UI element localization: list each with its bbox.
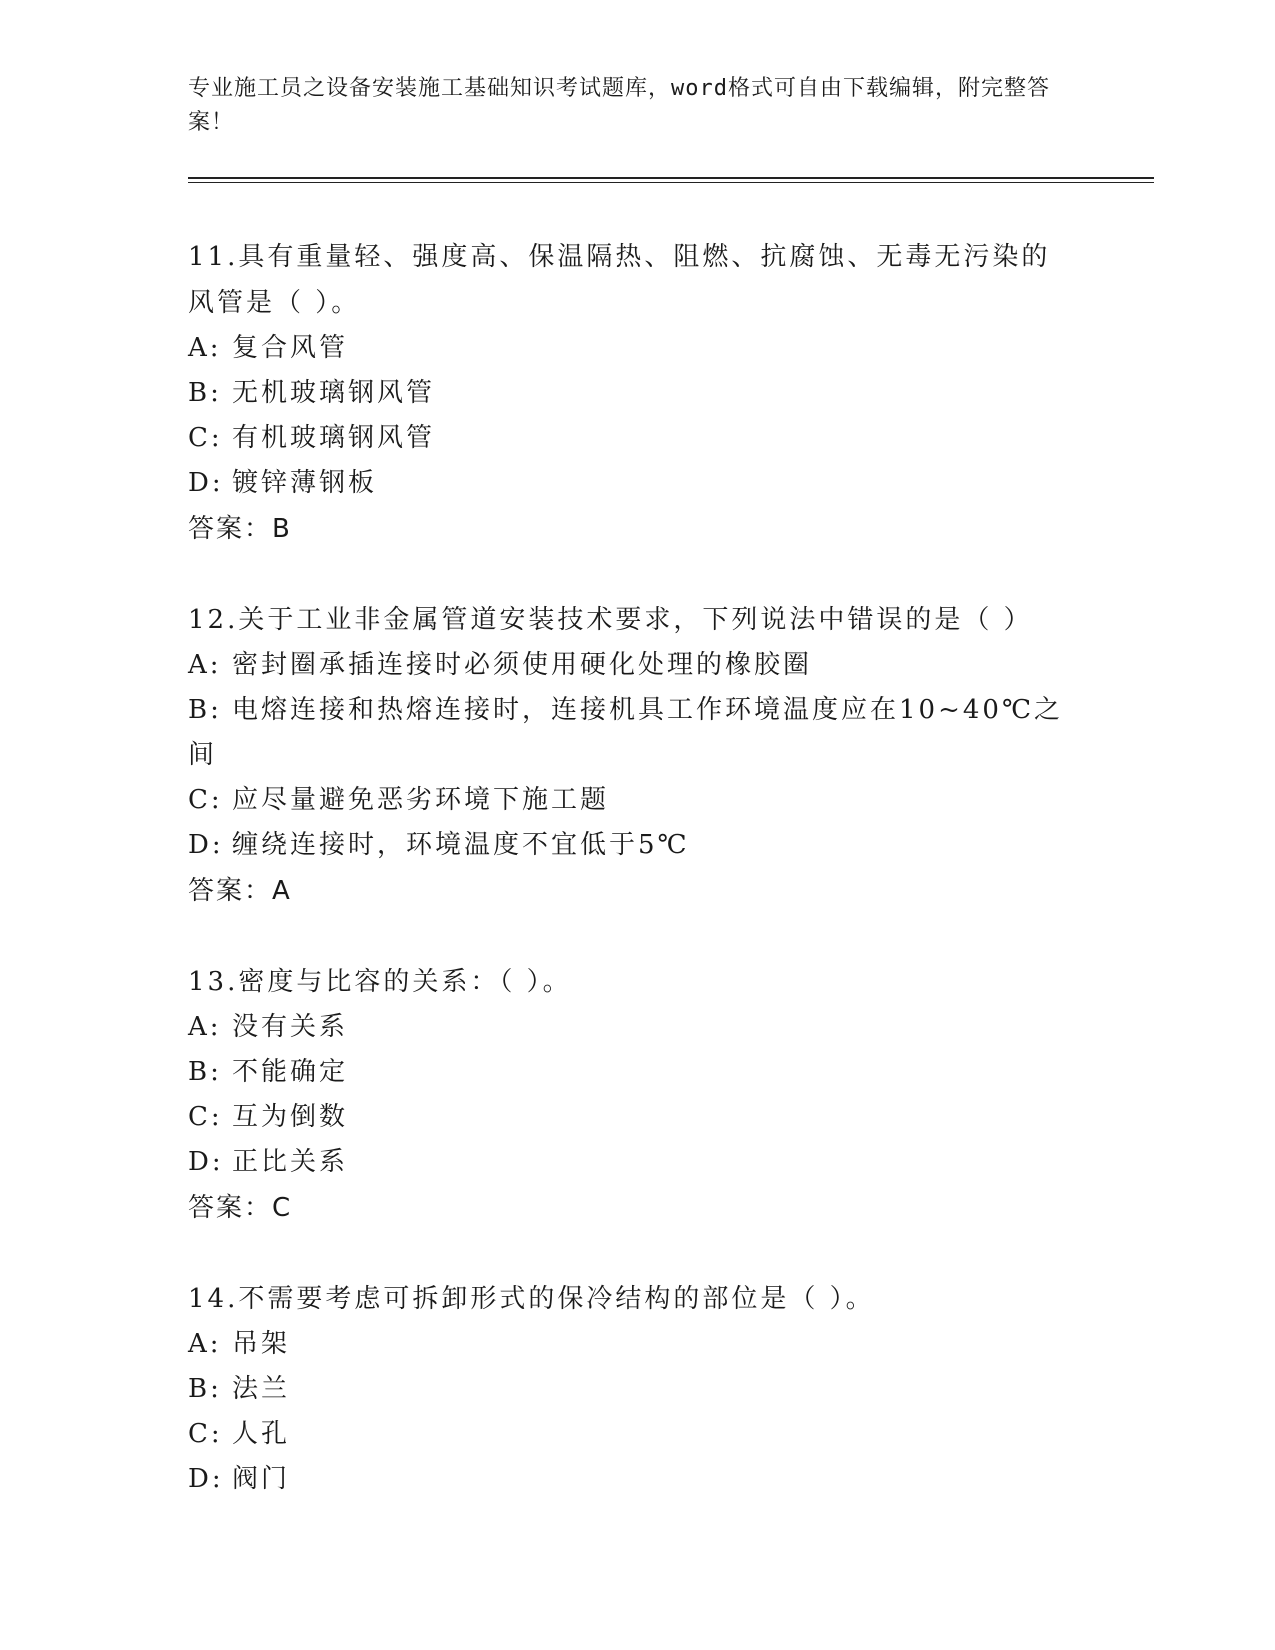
option-text: 不能确定: [232, 1057, 349, 1087]
question-item: [188, 597, 1068, 914]
header-divider-line-secondary: [188, 182, 1154, 183]
option-text: 密封圈承插连接时必须使用硬化处理的橡胶圈: [232, 650, 813, 680]
option-a: [188, 643, 1068, 688]
option-c: [188, 1412, 1068, 1457]
option-letter: D:: [188, 468, 224, 498]
option-letter: D:: [188, 1464, 224, 1494]
option-d: [188, 1457, 1068, 1502]
option-letter: C:: [188, 423, 223, 453]
option-text: 无机玻璃钢风管: [232, 378, 436, 408]
option-text: 缠绕连接时，环境温度不宜低于5℃: [232, 830, 690, 860]
answer-line: 答案：B: [188, 514, 292, 544]
option-d: [188, 1140, 1068, 1185]
question-stem: 14.不需要考虑可拆卸形式的保冷结构的部位是（ ）。: [188, 1284, 875, 1314]
question-stem: 13.密度与比容的关系：（ ）。: [188, 967, 572, 997]
option-c: [188, 416, 1068, 461]
question-list: [188, 234, 1068, 1547]
option-c: [188, 1095, 1068, 1140]
option-letter: A:: [188, 650, 222, 680]
option-d: [188, 823, 1068, 868]
option-letter: C:: [188, 1102, 223, 1132]
option-text: 阀门: [232, 1464, 291, 1494]
option-letter: B:: [188, 1374, 222, 1404]
question-item: [188, 1276, 1068, 1502]
answer-line: 答案：C: [188, 1193, 293, 1223]
option-b: [188, 1367, 1068, 1412]
option-letter: A:: [188, 1329, 222, 1359]
question-stem: 12.关于工业非金属管道安装技术要求，下列说法中错误的是（ ）: [188, 605, 1033, 635]
option-b: [188, 688, 1068, 778]
option-letter: B:: [188, 1057, 222, 1087]
option-d: [188, 461, 1068, 506]
answer-line: 答案：A: [188, 876, 292, 906]
option-text: 应尽量避免恶劣环境下施工题: [232, 785, 610, 815]
option-text: 法兰: [232, 1374, 291, 1404]
option-letter: A:: [188, 1012, 222, 1042]
option-b: [188, 371, 1068, 416]
option-letter: C:: [188, 1419, 223, 1449]
option-letter: B:: [188, 378, 222, 408]
option-text: 镀锌薄钢板: [232, 468, 378, 498]
header-note: 专业施工员之设备安装施工基础知识考试题库，word格式可自由下载编辑，附完整答案！: [188, 76, 1050, 135]
option-text: 互为倒数: [232, 1102, 349, 1132]
option-text: 吊架: [232, 1329, 291, 1359]
question-item: [188, 959, 1068, 1231]
option-letter: B:: [188, 695, 222, 725]
option-text: 没有关系: [232, 1012, 349, 1042]
option-c: [188, 778, 1068, 823]
question-stem: 11.具有重量轻、强度高、保温隔热、阻燃、抗腐蚀、无毒无污染的风管是（ ）。: [188, 242, 1051, 318]
option-text: 复合风管: [232, 333, 349, 363]
header-divider-line: [188, 177, 1154, 179]
option-text: 电熔连接和热熔连接时，连接机具工作环境温度应在10~40℃之间: [188, 695, 1064, 770]
option-letter: D:: [188, 830, 224, 860]
option-text: 正比关系: [232, 1147, 349, 1177]
option-a: [188, 1322, 1068, 1367]
option-text: 人孔: [232, 1419, 291, 1449]
option-letter: D:: [188, 1147, 224, 1177]
question-item: [188, 234, 1068, 552]
option-a: [188, 326, 1068, 371]
option-a: [188, 1005, 1068, 1050]
option-b: [188, 1050, 1068, 1095]
option-letter: C:: [188, 785, 223, 815]
option-text: 有机玻璃钢风管: [232, 423, 436, 453]
option-letter: A:: [188, 333, 222, 363]
